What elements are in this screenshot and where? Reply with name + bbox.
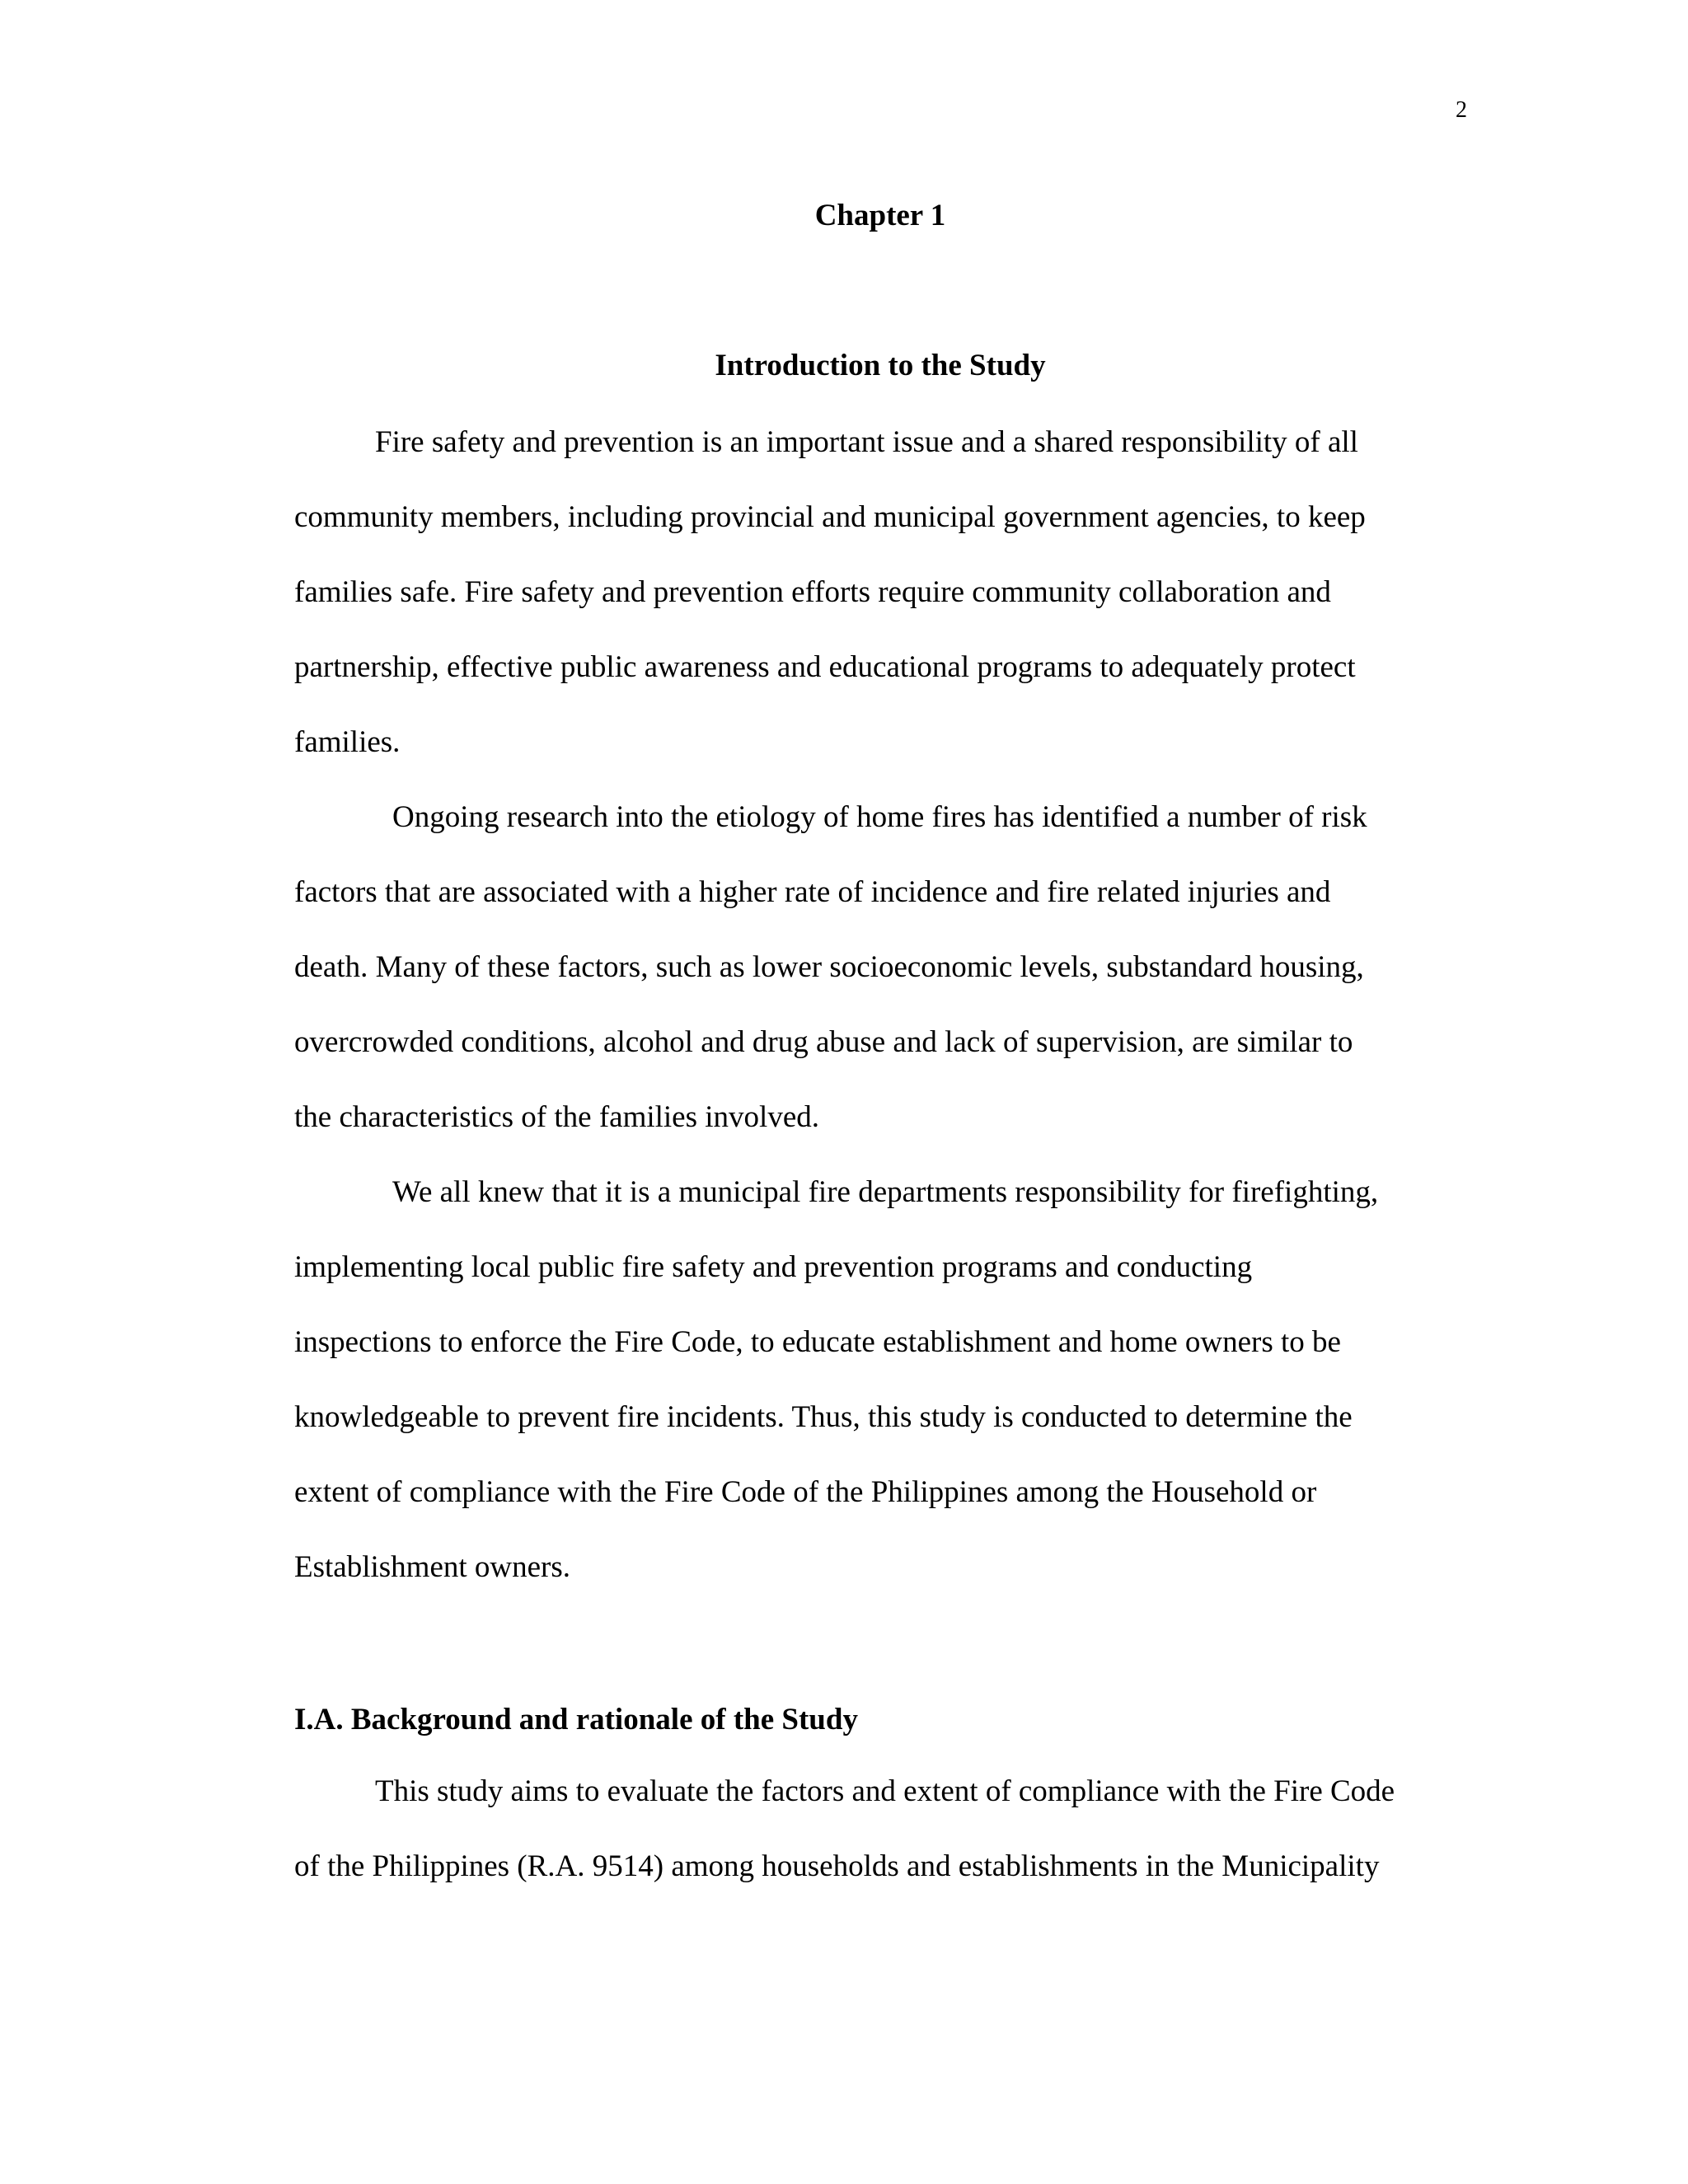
paragraph-2-line-4: overcrowded conditions, alcohol and drug abuse and lack of supervision, are similar to bbox=[294, 1025, 1353, 1059]
paragraph-4-line-2: of the Philippines (R.A. 9514) among households and establishments in the Municipality bbox=[294, 1849, 1380, 1883]
paragraph-3-line-2: implementing local public fire safety and prevention programs and conducting bbox=[294, 1250, 1253, 1284]
paragraph-2-line-1: Ongoing research into the etiology of home fires has identified a number of risk bbox=[392, 800, 1367, 834]
paragraph-1-line-1: Fire safety and prevention is an important issue and a shared responsibility of all bbox=[375, 425, 1358, 459]
paragraph-4-line-1: This study aims to evaluate the factors and extent of compliance with the Fire Code bbox=[375, 1774, 1395, 1808]
paragraph-1-line-5: families. bbox=[294, 725, 401, 759]
subheading-background-rationale: I.A. Background and rationale of the Study bbox=[294, 1703, 858, 1736]
paragraph-1-line-4: partnership, effective public awareness and educational programs to adequately protect bbox=[294, 650, 1356, 684]
paragraph-1-line-3: families safe. Fire safety and prevention efforts require community collaboration and bbox=[294, 575, 1331, 609]
paragraph-2-line-5: the characteristics of the families involved. bbox=[294, 1100, 819, 1134]
paragraph-2-line-3: death. Many of these factors, such as lower socioeconomic levels, substandard housing, bbox=[294, 950, 1364, 984]
paragraph-1-line-2: community members, including provincial and municipal government agencies, to keep bbox=[294, 500, 1366, 534]
paragraph-3-line-5: extent of compliance with the Fire Code of the Philippines among the Household or bbox=[294, 1475, 1317, 1509]
paragraph-3-line-6: Establishment owners. bbox=[294, 1550, 571, 1584]
paragraph-3-line-4: knowledgeable to prevent fire incidents. Thus, this study is conducted to determine the bbox=[294, 1400, 1353, 1434]
paragraph-3-line-1: We all knew that it is a municipal fire departments responsibility for firefighting, bbox=[392, 1175, 1379, 1209]
paragraph-3-line-3: inspections to enforce the Fire Code, to educate establishment and home owners to be bbox=[294, 1325, 1341, 1359]
chapter-title: Chapter 1 bbox=[814, 199, 946, 232]
page-number: 2 bbox=[1456, 97, 1467, 123]
section-title: Introduction to the Study bbox=[715, 349, 1046, 382]
paragraph-2-line-2: factors that are associated with a higher rate of incidence and fire related injuries and bbox=[294, 875, 1331, 909]
